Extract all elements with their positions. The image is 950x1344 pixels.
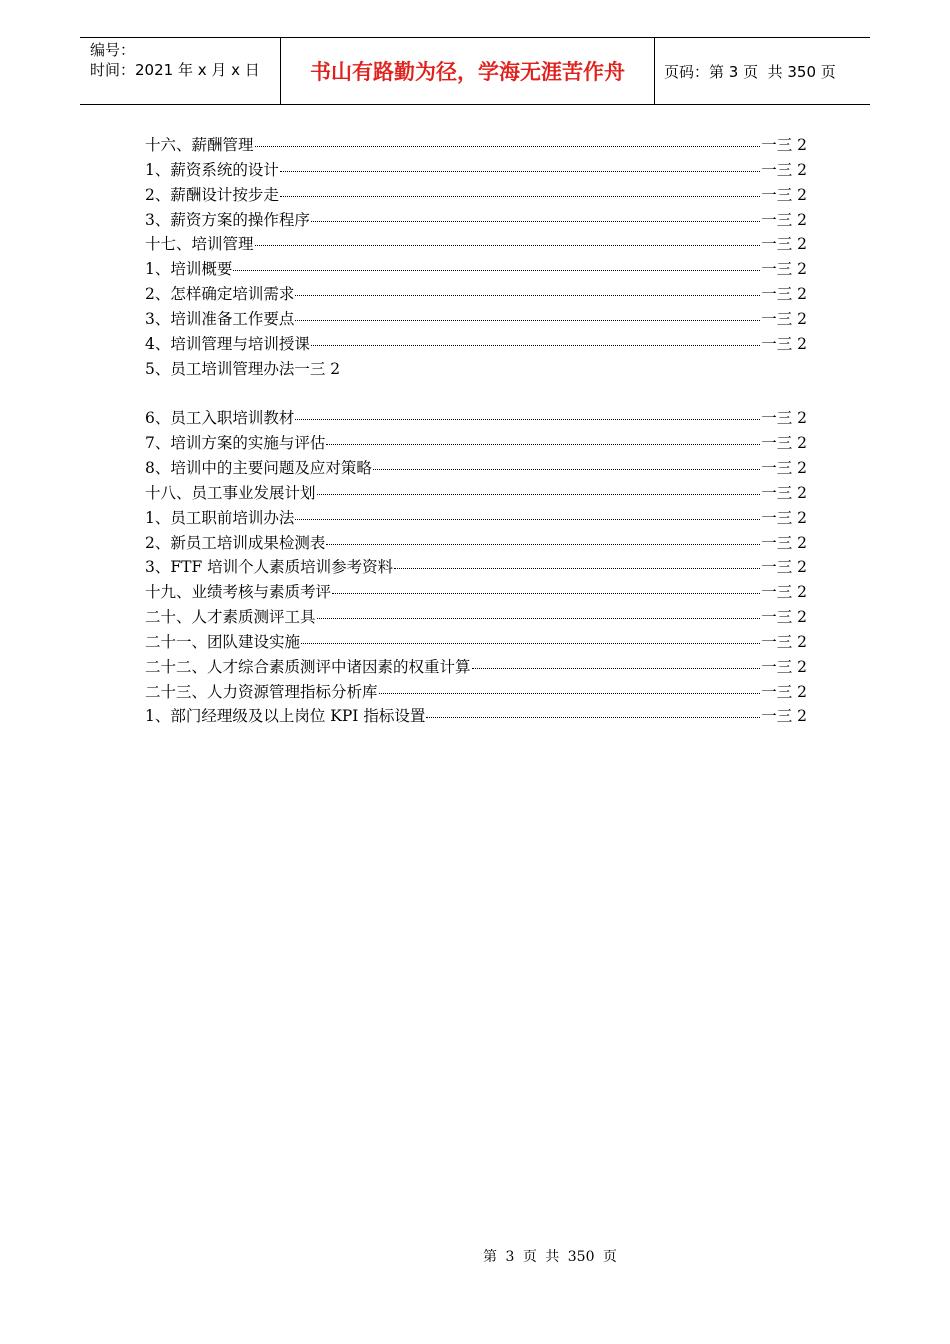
toc-leader-dots <box>295 505 760 520</box>
toc-entry-title: 1、员工职前培训办法 <box>145 508 295 527</box>
table-of-contents <box>145 133 807 729</box>
toc-entry-page: 一三 2 <box>761 632 807 651</box>
toc-entry-page: 一三 2 <box>761 160 807 179</box>
toc-entry-page: 一三 2 <box>761 558 807 577</box>
toc-entry-title: 1、培训概要 <box>145 260 233 279</box>
toc-entry[interactable] <box>145 257 807 282</box>
toc-entry[interactable] <box>145 630 807 655</box>
toc-entry[interactable] <box>145 555 807 580</box>
toc-entry-title: 2、新员工培训成果检测表 <box>145 533 326 552</box>
toc-entry-page: 一三 2 <box>761 533 807 552</box>
header-page-label: 页码：第 3 页 共 350 页 <box>664 62 836 81</box>
toc-entry-title: 6、员工入职培训教材 <box>145 409 295 428</box>
toc-leader-dots <box>295 281 760 296</box>
toc-entry[interactable] <box>145 655 807 680</box>
toc-spacer <box>145 381 807 406</box>
toc-entry[interactable] <box>145 307 807 332</box>
toc-entry-page: 一三 2 <box>761 136 807 154</box>
toc-entry-title: 十八、员工事业发展计划 <box>145 483 316 502</box>
toc-entry[interactable] <box>145 481 807 506</box>
toc-entry-title: 2、怎样确定培训需求 <box>145 285 295 304</box>
toc-entry[interactable] <box>145 183 807 208</box>
toc-entry[interactable] <box>145 580 807 605</box>
toc-entry[interactable] <box>145 456 807 481</box>
toc-leader-dots <box>326 530 760 545</box>
toc-entry-title: 二十三、人力资源管理指标分析库 <box>145 682 378 701</box>
toc-entry[interactable] <box>145 506 807 531</box>
toc-entry[interactable] <box>145 531 807 556</box>
toc-entry-page: 一三 2 <box>761 309 807 328</box>
toc-entry-title: 7、培训方案的实施与评估 <box>145 434 326 453</box>
toc-entry-title: 4、培训管理与培训授课 <box>145 334 310 353</box>
toc-leader-dots <box>394 554 760 569</box>
toc-entry-page: 一三 2 <box>761 682 807 701</box>
toc-entry-title: 十九、业绩考核与素质考评 <box>145 583 332 602</box>
toc-entry[interactable] <box>145 158 807 183</box>
toc-entry[interactable] <box>145 232 807 257</box>
toc-entry-page: 一三 2 <box>761 260 807 279</box>
toc-entry-title: 2、薪酬设计按步走 <box>145 185 279 204</box>
header-motto: 书山有路勤为径，学海无涯苦作舟 <box>281 38 655 104</box>
toc-entry-page: 一三 2 <box>761 608 807 627</box>
toc-entry-title: 3、薪资方案的操作程序 <box>145 210 310 229</box>
toc-entry-page: 一三 2 <box>761 434 807 453</box>
toc-leader-dots <box>255 231 761 246</box>
toc-entry-page: 一三 2 <box>761 334 807 353</box>
toc-entry-title: 3、FTF 培训个人素质培训参考资料 <box>145 558 394 577</box>
toc-entry-page: 一三 2 <box>761 458 807 477</box>
number-label: 编号： <box>90 41 136 59</box>
toc-leader-dots <box>472 654 761 669</box>
toc-entry-title: 5、员工培训管理办法 <box>145 359 295 378</box>
toc-entry-title: 十七、培训管理 <box>145 235 254 254</box>
toc-entry-page: 一三 2 <box>294 359 341 378</box>
toc-entry-page: 一三 2 <box>761 185 807 204</box>
toc-entry-page: 一三 2 <box>761 210 807 229</box>
toc-entry[interactable] <box>145 357 807 382</box>
toc-leader-dots <box>295 306 760 321</box>
toc-entry[interactable] <box>145 431 807 456</box>
toc-entry-title: 8、培训中的主要问题及应对策略 <box>145 458 372 477</box>
toc-entry[interactable] <box>145 332 807 357</box>
toc-entry-title: 十六、薪酬管理 <box>145 136 254 154</box>
toc-leader-dots <box>295 405 760 420</box>
toc-leader-dots <box>311 331 760 346</box>
toc-entry-page: 一三 2 <box>761 285 807 304</box>
toc-entry[interactable] <box>145 605 807 630</box>
toc-entry-title: 二十二、人才综合素质测评中诸因素的权重计算 <box>145 657 471 676</box>
toc-entry-page: 一三 2 <box>761 707 807 726</box>
time-label: 时间：2021 年 x 月 x 日 <box>90 61 260 79</box>
toc-entry-page: 一三 2 <box>761 583 807 602</box>
toc-entry-page: 一三 2 <box>761 235 807 254</box>
page-header <box>80 37 870 105</box>
toc-leader-dots <box>311 207 760 222</box>
toc-leader-dots <box>317 480 761 495</box>
header-meta <box>80 38 281 104</box>
toc-leader-dots <box>326 430 760 445</box>
toc-leader-dots <box>379 679 761 694</box>
toc-entry-page: 一三 2 <box>761 483 807 502</box>
toc-leader-dots <box>280 182 760 197</box>
toc-entry[interactable] <box>145 282 807 307</box>
header-page-info <box>655 38 870 104</box>
toc-entry-title: 3、培训准备工作要点 <box>145 309 295 328</box>
toc-entry-title: 1、部门经理级及以上岗位 KPI 指标设置 <box>145 707 426 726</box>
toc-entry-page: 一三 2 <box>761 657 807 676</box>
toc-entry-title: 二十、人才素质测评工具 <box>145 608 316 627</box>
toc-leader-dots <box>332 579 760 594</box>
toc-entry[interactable] <box>145 406 807 431</box>
toc-leader-dots <box>301 629 760 644</box>
toc-entry[interactable] <box>145 704 807 729</box>
toc-leader-dots <box>373 455 760 470</box>
toc-entry[interactable] <box>145 680 807 705</box>
page-footer: 第 3 页 共 350 页 <box>483 1249 617 1265</box>
toc-leader-dots <box>255 132 761 147</box>
toc-leader-dots <box>233 256 760 271</box>
toc-leader-dots <box>426 703 760 718</box>
toc-entry-page: 一三 2 <box>761 409 807 428</box>
toc-entry[interactable] <box>145 133 807 158</box>
toc-leader-dots <box>280 157 760 172</box>
toc-entry-title: 二十一、团队建设实施 <box>145 632 301 651</box>
toc-leader-dots <box>317 604 761 619</box>
toc-entry[interactable] <box>145 208 807 233</box>
toc-entry-page: 一三 2 <box>761 508 807 527</box>
toc-entry-title: 1、薪资系统的设计 <box>145 160 279 179</box>
